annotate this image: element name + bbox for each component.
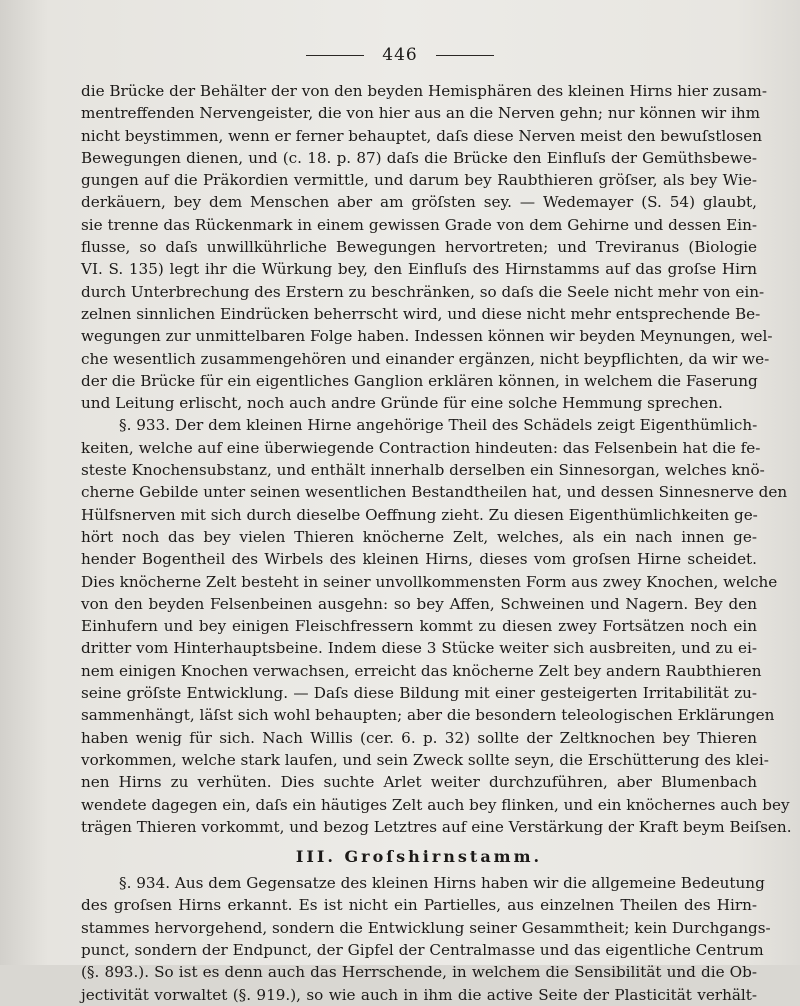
text-line: stammes hervorgehend, sondern die Entwicklung seiner Gesammtheit; kein Durchgangs- — [81, 918, 771, 937]
text-line: punct, sondern der Endpunct, der Gipfel der Centralmasse und das eigentliche Centrum — [81, 940, 764, 959]
text-line: steste Knochensubstanz, und enthält innerhalb derselben ein Sinnesorgan, welches knö- — [81, 461, 765, 480]
header-rule-right — [436, 55, 494, 56]
text-line: wegungen zur unmittelbaren Folge haben. Indessen können wir beyden Meynungen, wel- — [81, 327, 773, 346]
body-text — [81, 80, 792, 1006]
text-line: sammenhängt, läſst sich wohl behaupten; aber die besondern teleologischen Erklärungen — [81, 706, 775, 725]
text-line: vorkommen, welche stark laufen, und sein Zweck sollte seyn, die Erschütterung des klei- — [81, 750, 769, 769]
text-line: von den beyden Felsenbeinen ausgehn: so bey Affen, Schweinen und Nagern. Bey den — [81, 594, 757, 613]
text-line: dritter vom Hinterhauptsbeine. Indem diese 3 Stücke weiter sich ausbreiten, und zu ei- — [81, 639, 757, 658]
text-line: Hülfsnerven mit sich durch dieselbe Oeffnung zieht. Zu diesen Eigenthümlichkeiten ge- — [81, 505, 758, 524]
text-line: Einhufern und bey einigen Fleischfressern kommt zu diesen zwey Fortsätzen noch ein — [81, 617, 757, 636]
page-header — [0, 40, 800, 70]
text-line: (§. 893.). So ist es denn auch das Herrschende, in welchem die Sensibilität und die Ob- — [81, 963, 757, 982]
text-line: sie trenne das Rückenmark in einem gewissen Grade von dem Gehirne und dessen Ein- — [81, 215, 757, 234]
text-line: mentreffenden Nervengeister, die von hier aus an die Nerven gehn; nur können wir ihm — [81, 104, 761, 123]
paragraph-933 — [81, 414, 792, 838]
text-line: derkäuern, bey dem Menschen aber am gröſsten sey. — Wedemayer (S. 54) glaubt, — [81, 193, 757, 212]
section-heading: III. Groſshirnstamm. — [295, 847, 543, 867]
text-line: zelnen sinnlichen Eindrücken beherrscht wird, und diese nicht mehr entsprechende Be- — [81, 304, 761, 323]
text-line: trägen Thieren vorkommt, und bezog Letztres auf eine Verstärkung der Kraft beym Beiſsen. — [81, 817, 792, 836]
text-line: VI. S. 135) legt ihr die Würkung bey, den Einfluſs des Hirnstamms auf das groſse Hirn — [81, 260, 757, 279]
text-line: hört noch das bey vielen Thieren knöcherne Zelt, welches, als ein nach innen ge- — [81, 527, 757, 546]
text-line: flusse, so daſs unwillkührliche Bewegungen hervortreten; und Treviranus (Biologie — [81, 238, 757, 257]
text-line: Dies knöcherne Zelt besteht in seiner unvollkommensten Form aus zwey Knochen, welche — [81, 572, 778, 591]
text-line: wendete dagegen ein, daſs ein häutiges Zelt auch bey flinken, und ein knöchernes auch bey — [81, 795, 790, 814]
text-line: seine gröſste Entwicklung. — Daſs diese Bildung mit einer gesteigerten Irritabilität zu- — [81, 684, 757, 703]
paragraph-934 — [81, 872, 771, 1006]
text-line: che wesentlich zusammengehören und einander ergänzen, nicht beypflichten, da wir we- — [81, 349, 770, 368]
text-line: keiten, welche auf eine überwiegende Contraction hindeuten: das Felsenbein hat die fe- — [81, 438, 761, 457]
text-line: nem einigen Knochen verwachsen, erreicht das knöcherne Zelt bey andern Raubthieren — [81, 661, 762, 680]
text-line: nen Hirns zu verhüten. Dies suchte Arlet weiter durchzuführen, aber Blumenbach — [81, 773, 757, 792]
text-line: haben wenig für sich. Nach Willis (cer. 6. p. 32) sollte der Zeltknochen bey Thieren — [81, 728, 757, 747]
text-line: §. 934. Aus dem Gegensatze des kleinen Hirns haben wir die allgemeine Bedeutung — [119, 874, 765, 893]
text-line: jectivität vorwaltet (§. 919.), so wie auch in ihm die active Seite der Plasticität verhält- — [81, 985, 757, 1004]
text-line: hender Bogentheil des Wirbels des kleinen Hirns, dieses vom groſsen Hirne scheidet. — [81, 550, 757, 569]
text-line: des groſsen Hirns erkannt. Es ist nicht ein Partielles, aus einzelnen Theilen des Hirn- — [81, 896, 757, 915]
page-number: 446 — [382, 45, 418, 65]
text-line: cherne Gebilde unter seinen wesentlichen Bestandtheilen hat, und dessen Sinnesnerve den — [81, 483, 788, 502]
paragraph-1 — [81, 80, 773, 414]
text-line: gungen auf die Präkordien vermittle, und darum bey Raubthieren gröſser, als bey Wie- — [81, 171, 757, 190]
text-line: und Leitung erlischt, noch auch andre Gründe für eine solche Hemmung sprechen. — [81, 394, 723, 413]
header-rule-left — [306, 55, 364, 56]
text-line: nicht beystimmen, wenn er ferner behauptet, daſs diese Nerven meist den bewuſstlosen — [81, 126, 762, 145]
text-line: die Brücke der Behälter der von den beyden Hemisphären des kleinen Hirns hier zusam- — [81, 82, 767, 100]
text-line: durch Unterbrechung des Erstern zu beschränken, so daſs die Seele nicht mehr von ein- — [81, 282, 765, 301]
text-line: der die Brücke für ein eigentliches Ganglion erklären können, in welchem die Faserung — [81, 371, 758, 390]
text-line: Bewegungen dienen, und (c. 18. p. 87) daſs die Brücke den Einfluſs der Gemüthsbewe- — [81, 148, 757, 167]
text-line: §. 933. Der dem kleinen Hirne angehörige Theil des Schädels zeigt Eigenthümlich- — [119, 416, 758, 435]
